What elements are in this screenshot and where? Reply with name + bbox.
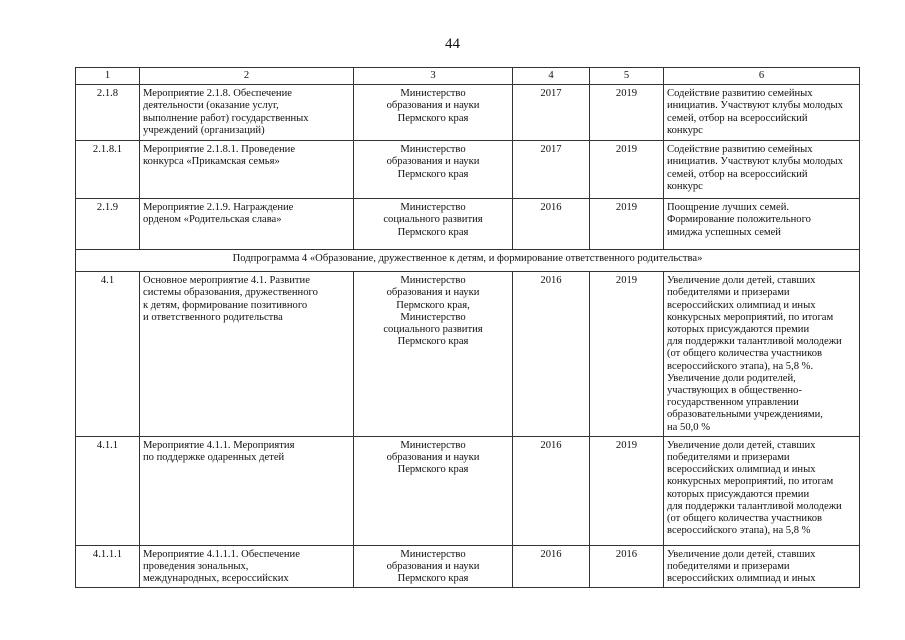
text-line: Пермского края	[397, 464, 469, 476]
text-line: Формирование положительного	[667, 214, 811, 226]
executor	[354, 85, 513, 141]
text-line: (от общего количества участников	[667, 348, 822, 360]
text-line: и ответственного родительства	[143, 311, 283, 323]
end-year: 2019	[590, 141, 664, 199]
subprogram-title: Подпрограмма 4 «Образование, дружественное к детям, и формирование ответственного родительства»	[76, 250, 860, 272]
table-row	[76, 545, 860, 588]
text-line: выполнение работ) государственных	[143, 112, 309, 124]
text-line: Министерство	[400, 311, 466, 323]
text-line: конкурсных мероприятий, по итогам	[667, 311, 834, 323]
text-line: для поддержки талантливой молодежи	[667, 336, 842, 348]
text-line: Содействие развитию семейных	[667, 88, 813, 100]
item-number: 4.1	[76, 272, 140, 437]
text-line: системы образования, дружественного	[143, 287, 318, 299]
text-line: социального развития	[383, 324, 483, 336]
header-cell: 6	[664, 68, 860, 85]
text-line: образовательными учреждениями,	[667, 409, 823, 421]
measure-name	[140, 141, 354, 199]
text-line: всероссийских олимпиад и иных	[667, 299, 816, 311]
text-line: всероссийских олимпиад и иных	[667, 464, 816, 476]
text-line: Министерство	[400, 202, 466, 214]
item-number: 4.1.1	[76, 436, 140, 545]
start-year: 2017	[513, 85, 590, 141]
subprogram-row	[76, 250, 860, 272]
text-line: всероссийского этапа), на 5,8 %	[667, 525, 811, 537]
text-line: инициатив. Участвуют клубы молодых	[667, 156, 843, 168]
text-line: Мероприятие 2.1.8. Обеспечение	[143, 88, 292, 100]
expected-result	[664, 272, 860, 437]
measure-name	[140, 545, 354, 588]
header-cell: 5	[590, 68, 664, 85]
text-line: Пермского края	[397, 573, 469, 585]
text-line: к детям, формирование позитивного	[143, 299, 308, 311]
text-line: инициатив. Участвуют клубы молодых	[667, 100, 843, 112]
text-line: Основное мероприятие 4.1. Развитие	[143, 275, 310, 287]
text-line: Министерство	[400, 439, 466, 451]
table-row	[76, 141, 860, 199]
text-line: конкурса «Прикамская семья»	[143, 156, 280, 168]
header-cell: 2	[140, 68, 354, 85]
item-number: 4.1.1.1	[76, 545, 140, 588]
text-line: Мероприятие 2.1.8.1. Проведение	[143, 144, 296, 156]
end-year: 2016	[590, 545, 664, 588]
text-line: семей, отбор на всероссийский	[667, 168, 808, 180]
text-line: Министерство	[400, 144, 466, 156]
text-line: победителями и призерами	[667, 452, 790, 464]
executor	[354, 141, 513, 199]
expected-result	[664, 199, 860, 250]
start-year: 2016	[513, 545, 590, 588]
text-line: победителями и призерами	[667, 561, 790, 573]
table-row	[76, 272, 860, 437]
text-line: всероссийского этапа), на 5,8 %.	[667, 360, 814, 372]
text-line: образования и науки	[386, 452, 480, 464]
text-line: Увеличение доли детей, ставших	[667, 439, 816, 451]
text-line: Увеличение доли детей, ставших	[667, 548, 816, 560]
text-line: Министерство	[400, 275, 466, 287]
text-line: которых присуждаются премии	[667, 488, 810, 500]
text-line: на 50,0 %	[667, 421, 711, 433]
text-line: Мероприятие 4.1.1. Мероприятия	[143, 439, 295, 451]
text-line: образования и науки	[386, 561, 480, 573]
text-line: Содействие развитию семейных	[667, 144, 813, 156]
text-line: Увеличение доли детей, ставших	[667, 275, 816, 287]
expected-result	[664, 436, 860, 545]
text-line: проведения зональных,	[143, 561, 249, 573]
text-line: которых присуждаются премии	[667, 324, 810, 336]
text-line: Мероприятие 4.1.1.1. Обеспечение	[143, 548, 300, 560]
text-line: конкурс	[667, 124, 703, 136]
text-line: Поощрение лучших семей.	[667, 202, 790, 214]
measures-table	[75, 67, 860, 588]
text-line: Министерство	[400, 548, 466, 560]
measure-name	[140, 85, 354, 141]
text-line: Пермского края	[397, 112, 469, 124]
text-line: Увеличение доли родителей,	[667, 372, 796, 384]
end-year: 2019	[590, 436, 664, 545]
item-number: 2.1.8	[76, 85, 140, 141]
table-row	[76, 85, 860, 141]
end-year: 2019	[590, 85, 664, 141]
text-line: конкурсных мероприятий, по итогам	[667, 476, 834, 488]
text-line: международных, всероссийских	[143, 573, 289, 585]
text-line: Пермского края	[397, 168, 469, 180]
start-year: 2016	[513, 272, 590, 437]
expected-result	[664, 545, 860, 588]
text-line: конкурс	[667, 180, 703, 192]
executor	[354, 436, 513, 545]
text-line: социального развития	[383, 214, 483, 226]
end-year: 2019	[590, 272, 664, 437]
executor	[354, 545, 513, 588]
item-number: 2.1.8.1	[76, 141, 140, 199]
item-number: 2.1.9	[76, 199, 140, 250]
text-line: семей, отбор на всероссийский	[667, 112, 808, 124]
end-year: 2019	[590, 199, 664, 250]
header-cell: 3	[354, 68, 513, 85]
text-line: образования и науки	[386, 287, 480, 299]
measure-name	[140, 436, 354, 545]
text-line: Министерство	[400, 88, 466, 100]
text-line: победителями и призерами	[667, 287, 790, 299]
text-line: деятельности (оказание услуг,	[143, 100, 279, 112]
text-line: всероссийских олимпиад и иных	[667, 573, 816, 585]
measure-name	[140, 199, 354, 250]
table-row	[76, 199, 860, 250]
text-line: орденом «Родительская слава»	[143, 214, 282, 226]
text-line: учреждений (организаций)	[143, 124, 265, 136]
start-year: 2017	[513, 141, 590, 199]
expected-result	[664, 141, 860, 199]
text-line: Пермского края	[397, 336, 469, 348]
header-cell: 4	[513, 68, 590, 85]
page-number: 44	[445, 36, 460, 52]
header-cell: 1	[76, 68, 140, 85]
start-year: 2016	[513, 199, 590, 250]
start-year: 2016	[513, 436, 590, 545]
table-header-row	[76, 68, 860, 85]
text-line: образования и науки	[386, 100, 480, 112]
text-line: участвующих в общественно-	[667, 385, 802, 397]
text-line: образования и науки	[386, 156, 480, 168]
text-line: (от общего количества участников	[667, 513, 822, 525]
text-line: имиджа успешных семей	[667, 226, 781, 238]
expected-result	[664, 85, 860, 141]
text-line: Пермского края,	[396, 299, 470, 311]
text-line: государственном управлении	[667, 397, 799, 409]
text-line: Мероприятие 2.1.9. Награждение	[143, 202, 294, 214]
text-line: по поддержке одаренных детей	[143, 452, 285, 464]
text-line: для поддержки талантливой молодежи	[667, 500, 842, 512]
executor	[354, 199, 513, 250]
text-line: Пермского края	[397, 226, 469, 238]
table-row	[76, 436, 860, 545]
executor	[354, 272, 513, 437]
measure-name	[140, 272, 354, 437]
